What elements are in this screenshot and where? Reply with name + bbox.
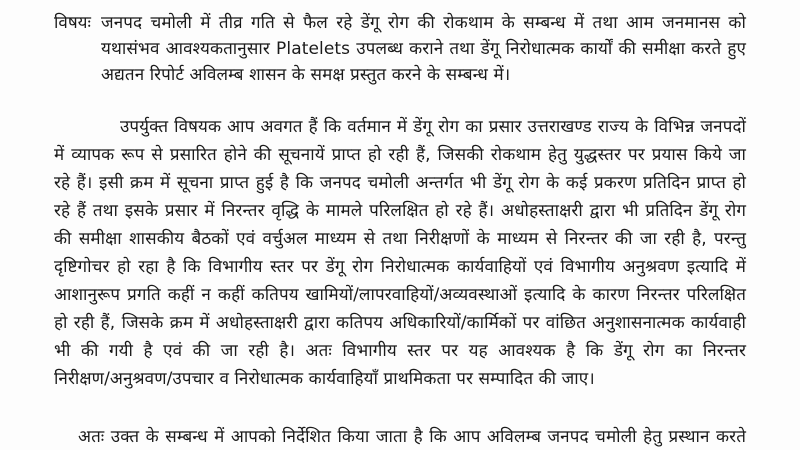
subject-line-3: अद्यतन रिपोर्ट अविलम्ब शासन के समक्ष प्रस्तुत करने के सम्बन्ध में। (101, 65, 511, 85)
subject-line-1: जनपद चमोली में तीव्र गति से फैल रहे डेंगू रोग की रोकथाम के सम्बन्ध में तथा आम जनमानस को (101, 13, 746, 33)
paragraph1-line-7: आशानुरूप प्रगति कहीं न कहीं कतिपय खामियों/लापरवाहियों/अव्यवस्थाओं इत्यादि के कारण निरन्तर परिलक्षित (54, 285, 746, 305)
paragraph1-line-2: में व्यापक रूप से प्रसारित होने की सूचनायें प्राप्त हो रही हैं, जिसकी रोकथाम हेतु युद्धस्तर पर प्रयास किये जा (54, 145, 746, 165)
paragraph1-line-8: हो रही हैं, जिसके क्रम में अधोहस्ताक्षरी द्वारा कतिपय अधिकारियों/कार्मिकों पर वांछित अनुशासनात्मक कार्यवाही (54, 313, 746, 333)
paragraph1-line-6: दृष्टिगोचर हो रहा है कि विभागीय स्तर पर डेंगू रोग निरोधात्मक कार्यवाहियों एवं विभागीय अनुश्रवण इत्यादि में (54, 257, 746, 277)
paragraph1-line-3: रहे हैं। इसी क्रम में सूचना प्राप्त हुई है कि जनपद चमोली अन्तर्गत भी डेंगू रोग के कई प्रकरण प्रतिदिन प्राप्त हो (54, 173, 746, 193)
paragraph1-line-10: निरीक्षण/अनुश्रवण/उपचार व निरोधात्मक कार्यवाहियाँ प्राथमिकता पर सम्पादित की जाए। (54, 369, 595, 389)
paragraph1-line-1: उपर्युक्त विषयक आप अवगत हैं कि वर्तमान में डेंगू रोग का प्रसार उत्तराखण्ड राज्य के विभिन्न जनपदों (120, 117, 746, 137)
subject-line-2: यथासंभव आवश्यकतानुसार Platelets उपलब्ध कराने तथा डेंगू निरोधात्मक कार्यों की समीक्षा करते हुए (101, 39, 746, 59)
subject-label: विषयः (54, 13, 91, 33)
paragraph1-line-9: भी की गयी है एवं की जा रही है। अतः विभागीय स्तर पर यह आवश्यक है कि डेंगू रोग का निरन्तर (54, 341, 746, 361)
paragraph2-line-1: अतः उक्त के सम्बन्ध में आपको निर्देशित किया जाता है कि आप अविलम्ब जनपद चमोली हेतु प्रस्थान करते (78, 427, 746, 447)
paragraph1-line-4: रहे हैं तथा इसके प्रसार में निरन्तर वृद्धि के मामले परिलक्षित हो रहे हैं। अधोहस्ताक्षरी द्वारा भी प्रतिदिन डेंगू रोग (54, 201, 746, 221)
paragraph1-line-5: की समीक्षा शासकीय बैठकों एवं वर्चुअल माध्यम से तथा निरीक्षणों के माध्यम से निरन्तर की जा रही है, परन्तु (54, 229, 746, 249)
